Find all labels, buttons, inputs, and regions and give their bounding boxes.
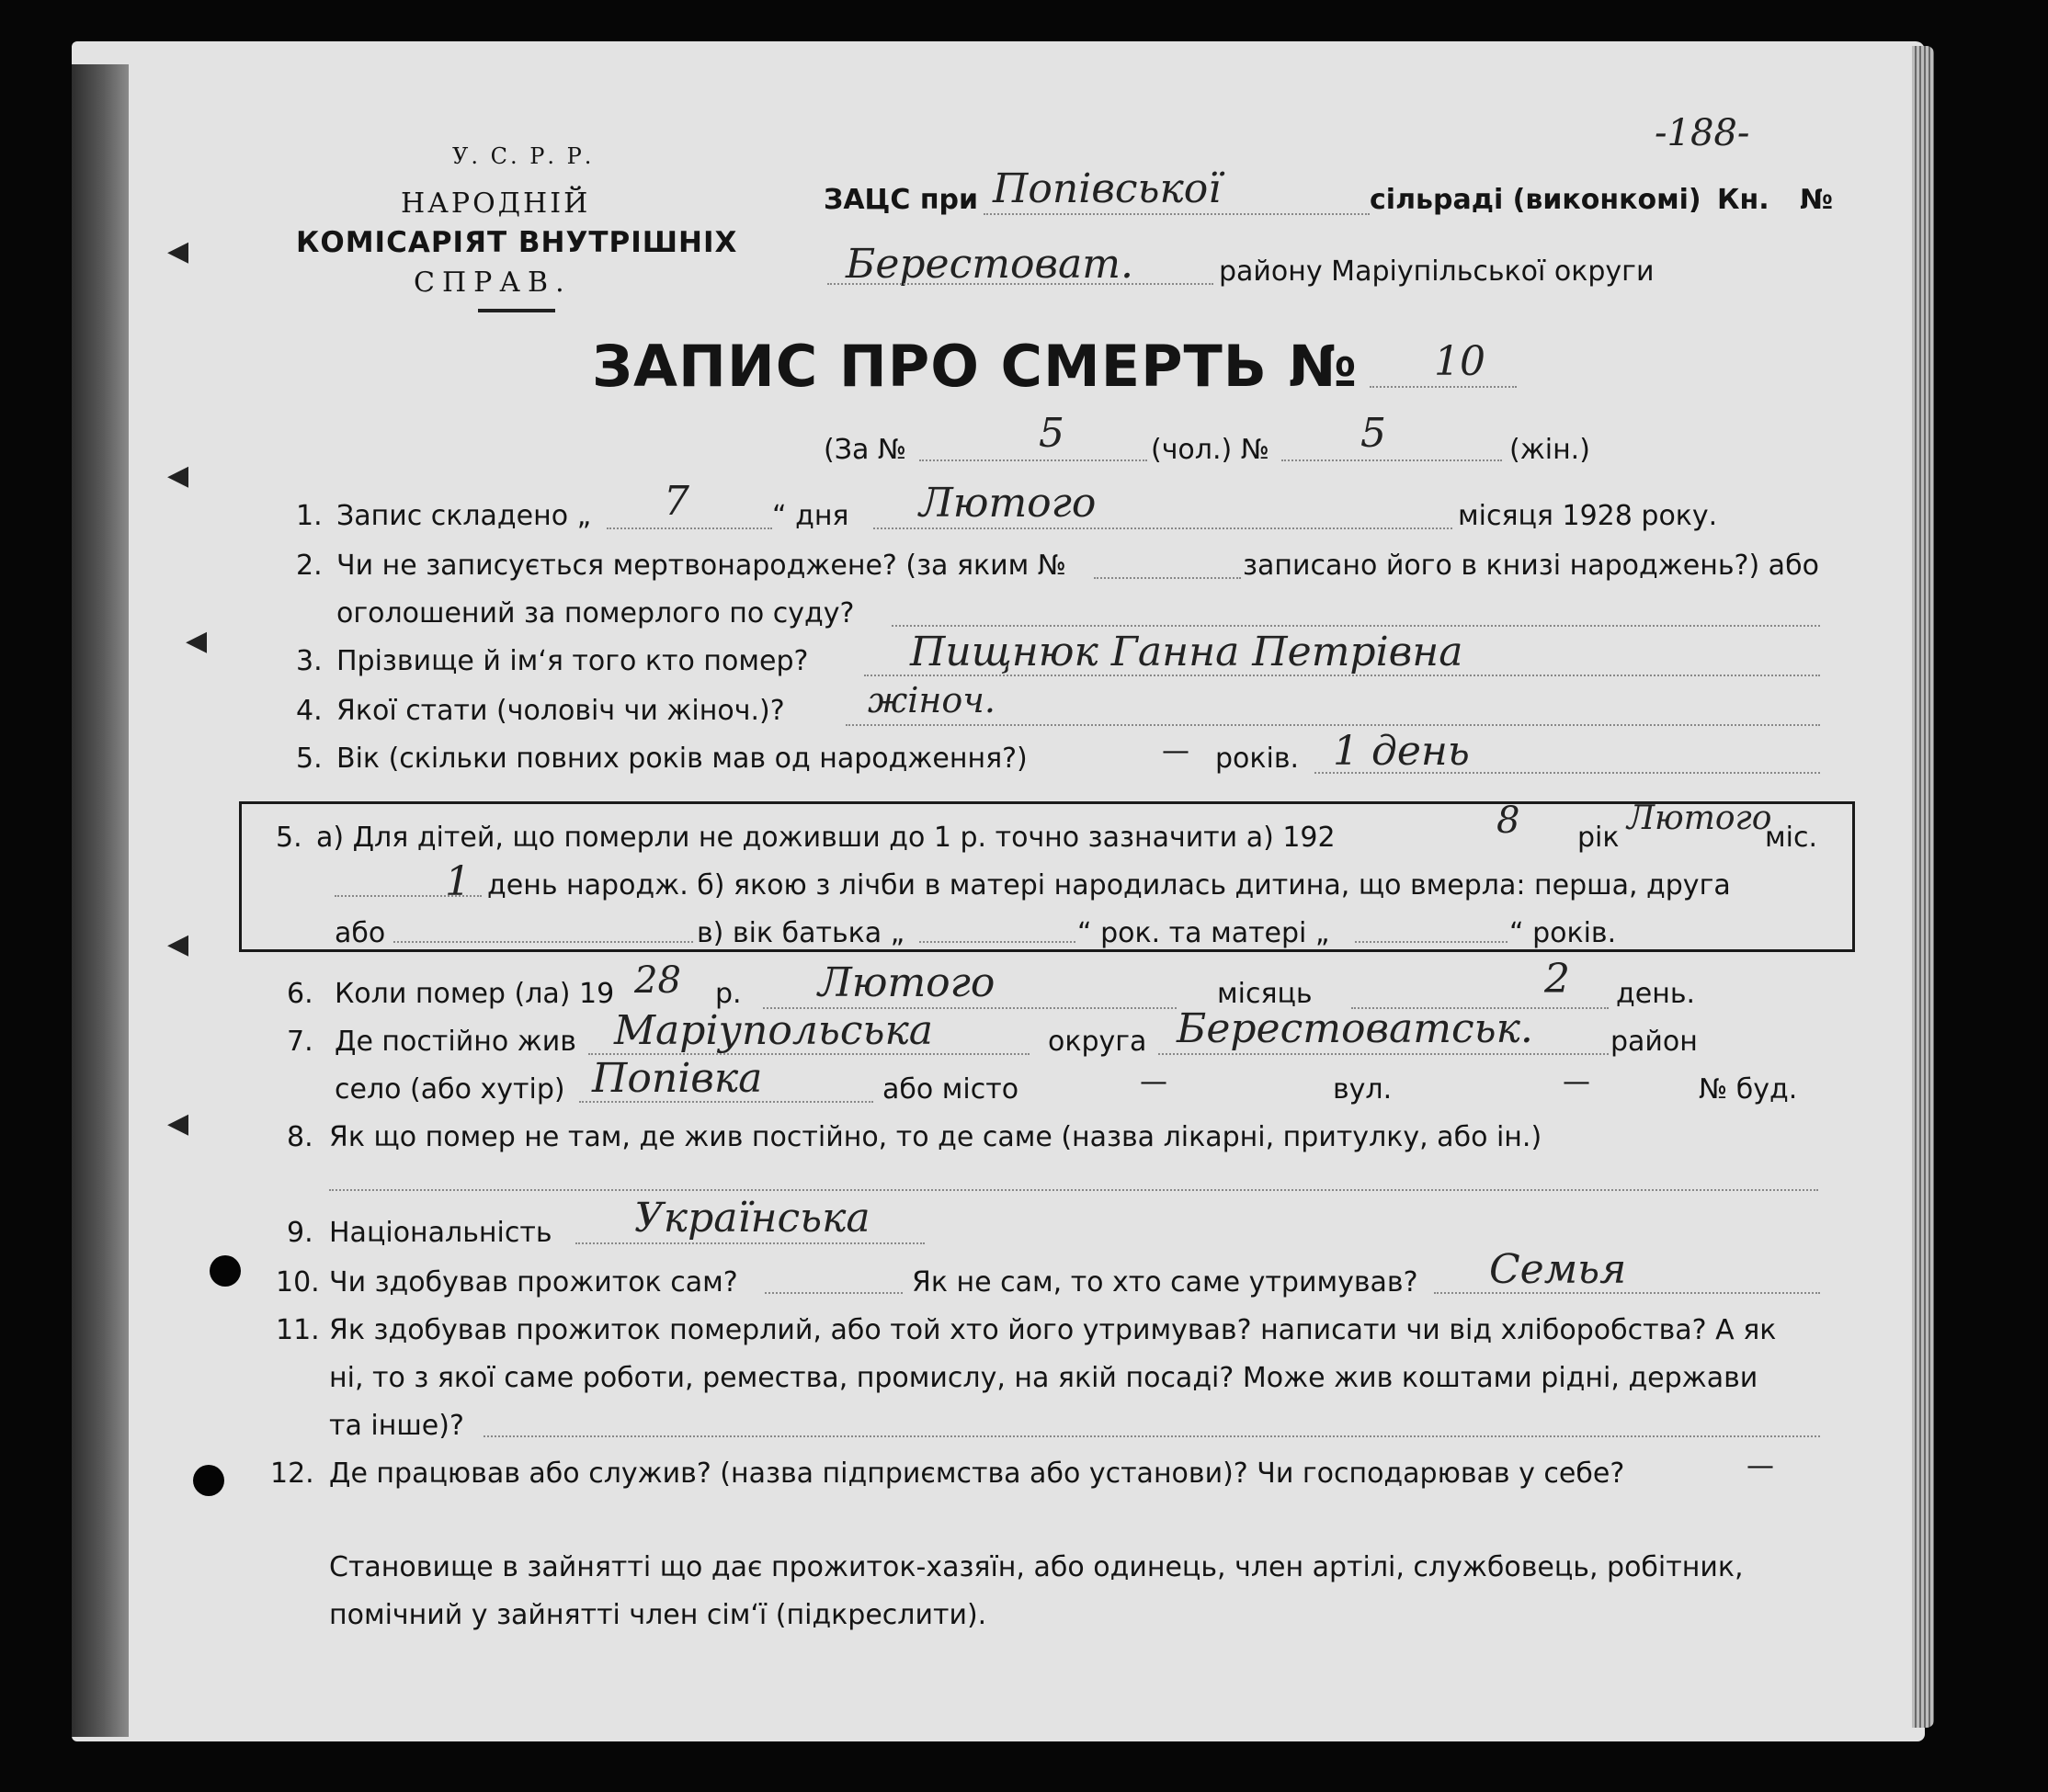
- field-7-okruha-handwritten: Маріупольська: [614, 1007, 933, 1054]
- field-3-name-handwritten: Пищнюк Ганна Петрівна: [910, 629, 1463, 675]
- field-10-label: Чи здобував прожиток сам?: [329, 1266, 738, 1299]
- field-2-number: 2.: [296, 550, 323, 582]
- footer-line2: помічний у зайнятті член сім‘ї (підкреслити).: [329, 1599, 987, 1631]
- field-5a-line2: день народж. б) якою з лічби в матері народилась дитина, що вмерла: перша, друга: [487, 869, 1731, 902]
- field-7-vul-label: вул.: [1333, 1073, 1393, 1106]
- field-4-label: Якої стати (чоловіч чи жіноч.)?: [336, 695, 785, 727]
- footer-line1: Становище в зайнятті що дає прожиток-хазяїн, або одинець, член артілі, службовець, робітник,: [329, 1551, 1744, 1583]
- punch-hole: [193, 1465, 224, 1496]
- page-title: ЗАПИС ПРО СМЕРТЬ №: [592, 333, 1359, 400]
- field-12-dash: —: [1746, 1450, 1774, 1482]
- male-count-label: (чол.) №: [1151, 434, 1269, 466]
- field-7-rayon-line: [1158, 1053, 1609, 1055]
- field-5a-line1: а) Для дітей, що померли не доживши до 1 р. точно зазначити а) 192: [316, 822, 1336, 854]
- field-11-line2: ні, то з якої саме роботи, ремества, промислу, на якій посаді? Може жив коштами рідні, держави: [329, 1362, 1758, 1394]
- header-commissariat-line3: СПРАВ.: [414, 267, 572, 299]
- field-7-selo-line: [579, 1101, 873, 1103]
- field-12-number: 12.: [270, 1457, 314, 1490]
- torn-notch-icon: ◀: [167, 459, 189, 492]
- council-suffix: сільраді (виконкомі): [1370, 184, 1701, 216]
- page-number: -188-: [1655, 112, 1750, 154]
- field-6-r: р.: [715, 978, 742, 1010]
- field-7-rayon-label: район: [1610, 1026, 1698, 1058]
- field-5-age-handwritten: 1 день: [1333, 728, 1470, 775]
- field-5a-number: 5.: [276, 822, 302, 854]
- field-6-label: Коли помер (ла) 19: [335, 978, 615, 1010]
- field-4-number: 4.: [296, 695, 323, 727]
- council-line: [984, 213, 1370, 215]
- field-5a-mother-age-line: [1355, 941, 1508, 943]
- district-line: [827, 283, 1213, 285]
- page-stack-edge: [1912, 46, 1934, 1728]
- field-5a-father-age-line: [919, 941, 1075, 943]
- field-10-supporter-line: [1434, 1292, 1820, 1294]
- field-6-month-handwritten: Лютого: [818, 959, 996, 1006]
- field-1-day-line: [607, 527, 772, 529]
- field-3-line: [864, 675, 1820, 676]
- field-5a-line3b: в) вік батька „: [697, 917, 905, 949]
- field-5a-mis: міс.: [1765, 822, 1817, 854]
- page-binding-strip: [72, 64, 129, 1737]
- torn-notch-icon: ◀: [167, 928, 189, 960]
- field-5a-line3c: “ рок. та матері „: [1077, 917, 1330, 949]
- field-11-line3: та інше)?: [329, 1410, 464, 1442]
- field-1-month-line: [873, 527, 1452, 529]
- field-2-line2: оголошений за померлого по суду?: [336, 597, 855, 629]
- field-9-nationality-handwritten: Українська: [634, 1195, 870, 1242]
- field-1-month-handwritten: Лютого: [919, 480, 1097, 527]
- field-7-rayon-handwritten: Берестоватськ.: [1177, 1005, 1533, 1052]
- field-9-label: Національність: [329, 1217, 552, 1249]
- field-5-line: [1314, 772, 1820, 774]
- field-11-number: 11.: [276, 1314, 320, 1346]
- council-handwritten: Попівської: [993, 165, 1222, 212]
- field-6-day-handwritten: 2: [1544, 956, 1570, 1003]
- field-2-answer-line: [892, 625, 1820, 627]
- book-label: Кн.: [1717, 184, 1769, 216]
- field-10-supporter-handwritten: Семья: [1489, 1246, 1627, 1293]
- book-number-label: №: [1800, 184, 1834, 216]
- field-6-month-label: місяць: [1217, 978, 1313, 1010]
- field-3-label: Прізвище й ім‘я того кто помер?: [336, 645, 809, 677]
- field-5-number: 5.: [296, 743, 323, 775]
- field-7-misto-dash: —: [1140, 1066, 1167, 1098]
- female-count-line: [1281, 459, 1502, 461]
- field-3-number: 3.: [296, 645, 323, 677]
- field-5-years-label: років.: [1215, 743, 1300, 775]
- field-5a-or-line: [393, 941, 693, 943]
- field-5a-line3d: “ років.: [1509, 917, 1617, 949]
- field-8-answer-line: [329, 1189, 1818, 1191]
- field-7-label: Де постійно жив: [335, 1026, 576, 1058]
- field-10-number: 10.: [276, 1266, 320, 1299]
- field-1-year: місяця 1928 року.: [1458, 500, 1718, 532]
- torn-notch-icon: ◀: [167, 235, 189, 267]
- male-count-line: [919, 459, 1147, 461]
- field-5a-rik: рік: [1577, 822, 1620, 854]
- torn-notch-icon: ◀: [167, 1107, 189, 1140]
- field-5-label: Вік (скільки повних років мав од народження?): [336, 743, 1028, 775]
- field-8-number: 8.: [287, 1121, 313, 1153]
- field-6-number: 6.: [287, 978, 313, 1010]
- field-1-day-suffix: “ дня: [772, 500, 849, 532]
- field-6-year-handwritten: 28: [634, 959, 681, 1002]
- field-5a-month-handwritten: Лютого: [1627, 800, 1772, 837]
- district-suffix: району Маріупільської округи: [1219, 255, 1655, 288]
- field-7-bud-label: № буд.: [1699, 1073, 1798, 1106]
- field-1-day-handwritten: 7: [664, 478, 689, 525]
- field-1-label: Запис складено „: [336, 500, 592, 532]
- header-republic: У. С. Р. Р.: [452, 143, 595, 169]
- torn-notch-icon: ◀: [186, 625, 208, 657]
- record-number-handwritten: 10: [1434, 338, 1485, 385]
- punch-hole: [210, 1255, 241, 1287]
- field-4-sex-handwritten: жіноч.: [868, 680, 996, 720]
- field-9-line: [575, 1242, 925, 1244]
- field-2-number-line: [1094, 577, 1241, 579]
- field-7-selo-handwritten: Попівка: [592, 1055, 763, 1102]
- field-2-line1b: записано його в книзі народжень?) або: [1243, 550, 1819, 582]
- field-7-vul-dash: —: [1563, 1066, 1590, 1098]
- field-5-years-dash: —: [1162, 735, 1189, 767]
- field-8-label: Як що помер не там, де жив постійно, то де саме (назва лікарні, притулку, або ін.): [329, 1121, 1542, 1153]
- male-count-handwritten: 5: [1039, 410, 1064, 457]
- district-handwritten: Берестоват.: [846, 241, 1133, 288]
- field-7-okruha-label: округа: [1048, 1026, 1147, 1058]
- header-rule: [478, 309, 555, 312]
- field-4-line: [846, 724, 1820, 726]
- field-7-selo-label: село (або хутір): [335, 1073, 565, 1106]
- field-6-day-label: день.: [1616, 978, 1696, 1010]
- field-2-line1: Чи не записується мертвонароджене? (за яким №: [336, 550, 1067, 582]
- header-commissariat-line1: НАРОДНІЙ: [401, 187, 591, 220]
- female-count-handwritten: 5: [1360, 410, 1386, 457]
- field-11-answer-line: [484, 1435, 1820, 1437]
- record-number-line: [1370, 386, 1517, 388]
- field-5a-line3a: або: [335, 917, 386, 949]
- female-count-label: (жін.): [1509, 434, 1590, 466]
- field-1-number: 1.: [296, 500, 323, 532]
- field-7-misto-label: або місто: [882, 1073, 1019, 1106]
- field-10-self-line: [765, 1292, 903, 1294]
- field-9-number: 9.: [287, 1217, 313, 1249]
- field-10-label2: Як не сам, то хто саме утримував?: [912, 1266, 1418, 1299]
- field-12-label: Де працював або служив? (назва підприємства або установи)? Чи господарював у себе?: [329, 1457, 1625, 1490]
- zags-label: ЗАЦС при: [824, 184, 979, 216]
- field-7-number: 7.: [287, 1026, 313, 1058]
- field-5a-year-handwritten: 8: [1496, 800, 1520, 842]
- subtitle-open: (За №: [824, 434, 907, 466]
- header-commissariat-line2: КОМІСАРІЯТ ВНУТРІШНІХ: [296, 226, 738, 259]
- field-5a-day-handwritten: 1: [445, 858, 471, 905]
- field-11-line1: Як здобував прожиток померлий, або той хто його утримував? написати чи від хліборобства? А як: [329, 1314, 1777, 1346]
